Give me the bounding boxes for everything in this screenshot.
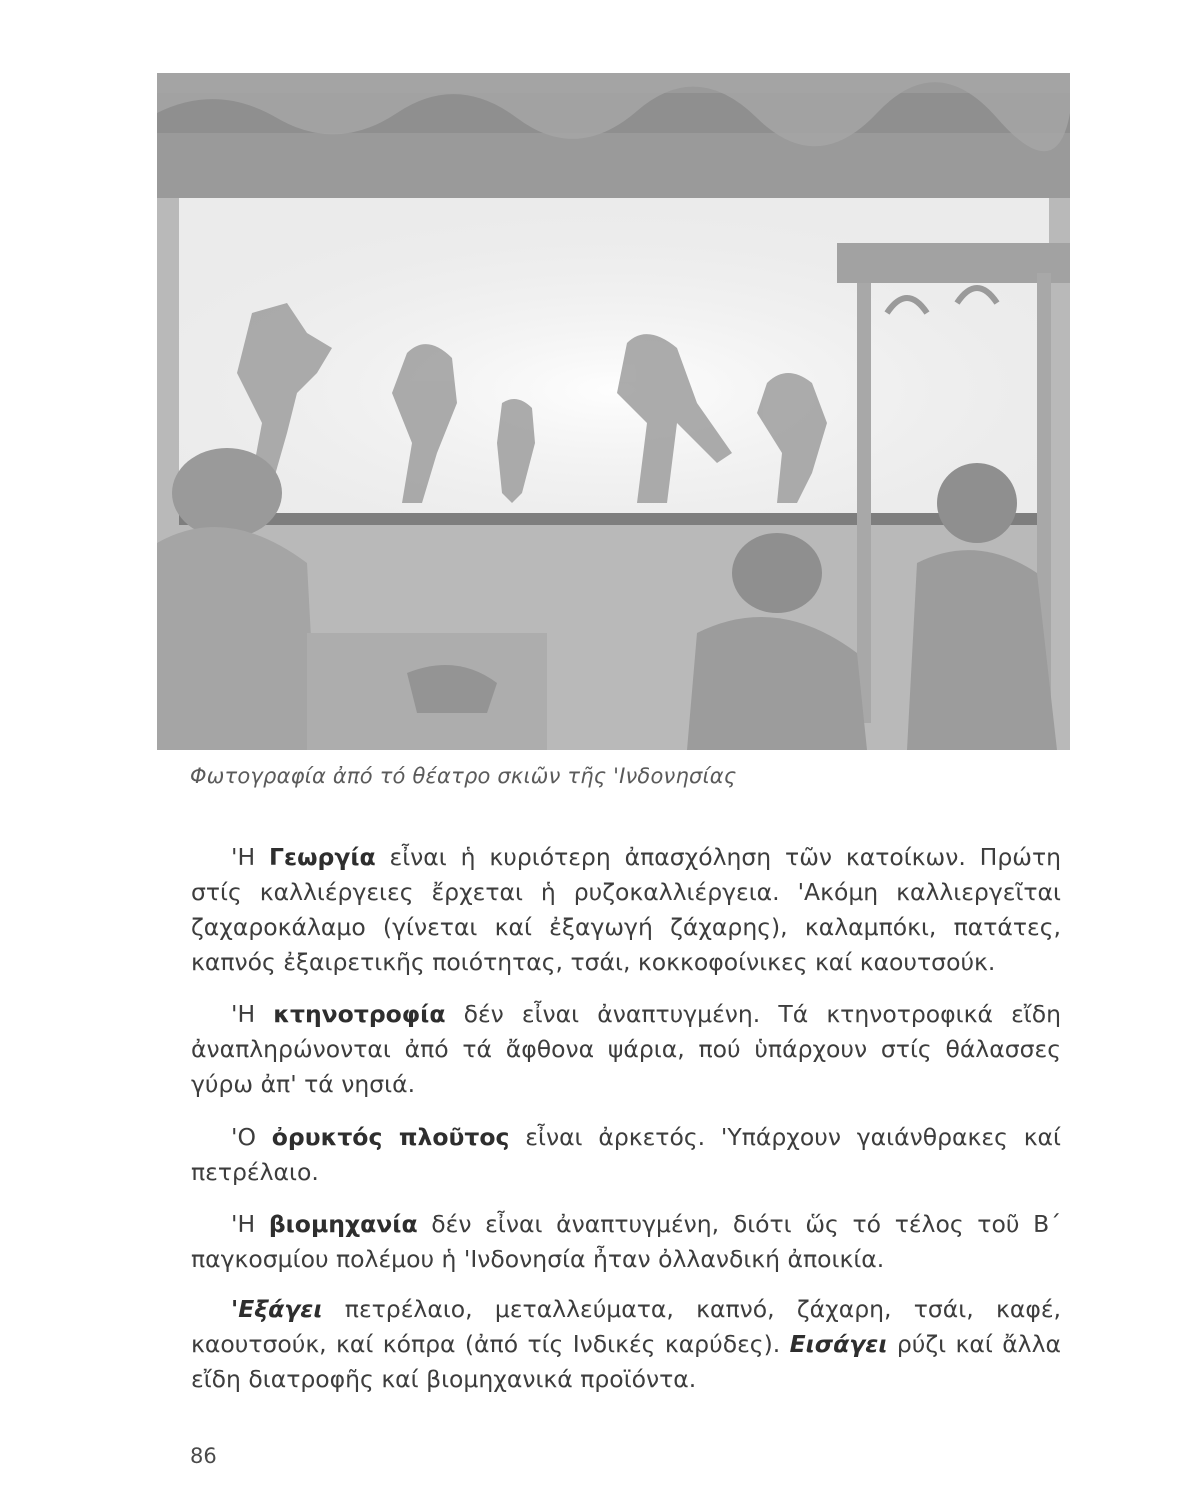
paragraph-industry: 'Η βιομηχανία δέν εἶναι ἀναπτυγμένη, διότι ὥς τό τέλος τοῦ Β΄ παγκοσμίου πολέμου ἡ 'Ινδονησία ἦταν ὀλλανδική ἀποικία. xyxy=(191,1210,1061,1273)
keyword-minerals: ὀρυκτός πλοῦτος xyxy=(271,1123,510,1151)
shadow-theatre-photo xyxy=(157,73,1070,750)
paragraph-trade: 'Εξάγει πετρέλαιο, μεταλλεύματα, καπνό, ζάχαρη, τσάι, καφέ, καουτσούκ, καί κόπρα (ἀπό τίς Ινδικές καρύδες). Εισάγει ρύζι καί ἄλλα εἴδη διατροφῆς καί βιομηχανικά προϊόντα. xyxy=(191,1295,1061,1393)
paragraph-minerals: 'Ο ὀρυκτός πλοῦτος εἶναι ἀρκετός. 'Υπάρχουν γαιάνθρακες καί πετρέλαιο. xyxy=(191,1123,1061,1186)
page-number: 86 xyxy=(190,1444,217,1468)
paragraph-agriculture: 'Η Γεωργία εἶναι ἡ κυριότερη ἀπασχόληση τῶν κατοίκων. Πρώτη στίς καλλιέργειες ἔρχεται ἡ ρυζοκαλλιέργεια. 'Ακόμη καλλιεργεῖται ζαχαροκάλαμο (γίνεται καί ἐξαγωγή ζάχαρης), καλαμπόκι, πατάτες, καπνός ἐξαιρετικῆς ποιότητας, τσάι, κοκκοφοίνικες καί καουτσούκ. xyxy=(191,843,1061,976)
keyword-exports: 'Εξάγει xyxy=(231,1295,323,1323)
photo-illustration xyxy=(157,73,1070,750)
keyword-livestock: κτηνοτροφία xyxy=(273,1000,446,1028)
keyword-industry: βιομηχανία xyxy=(268,1210,418,1238)
photo-caption: Φωτογραφία ἀπό τό θέατρο σκιῶν τῆς 'Ινδονησίας xyxy=(190,764,737,788)
keyword-agriculture: Γεωργία xyxy=(269,843,376,871)
keyword-imports: Εισάγει xyxy=(789,1330,888,1358)
paragraph-livestock: 'Η κτηνοτροφία δέν εἶναι ἀναπτυγμένη. Τά κτηνοτροφικά εἴδη ἀναπληρώνονται ἀπό τά ἄφθονα ψάρια, πού ὑπάρχουν στίς θάλασσες γύρω ἀπ' τά νησιά. xyxy=(191,1000,1061,1098)
